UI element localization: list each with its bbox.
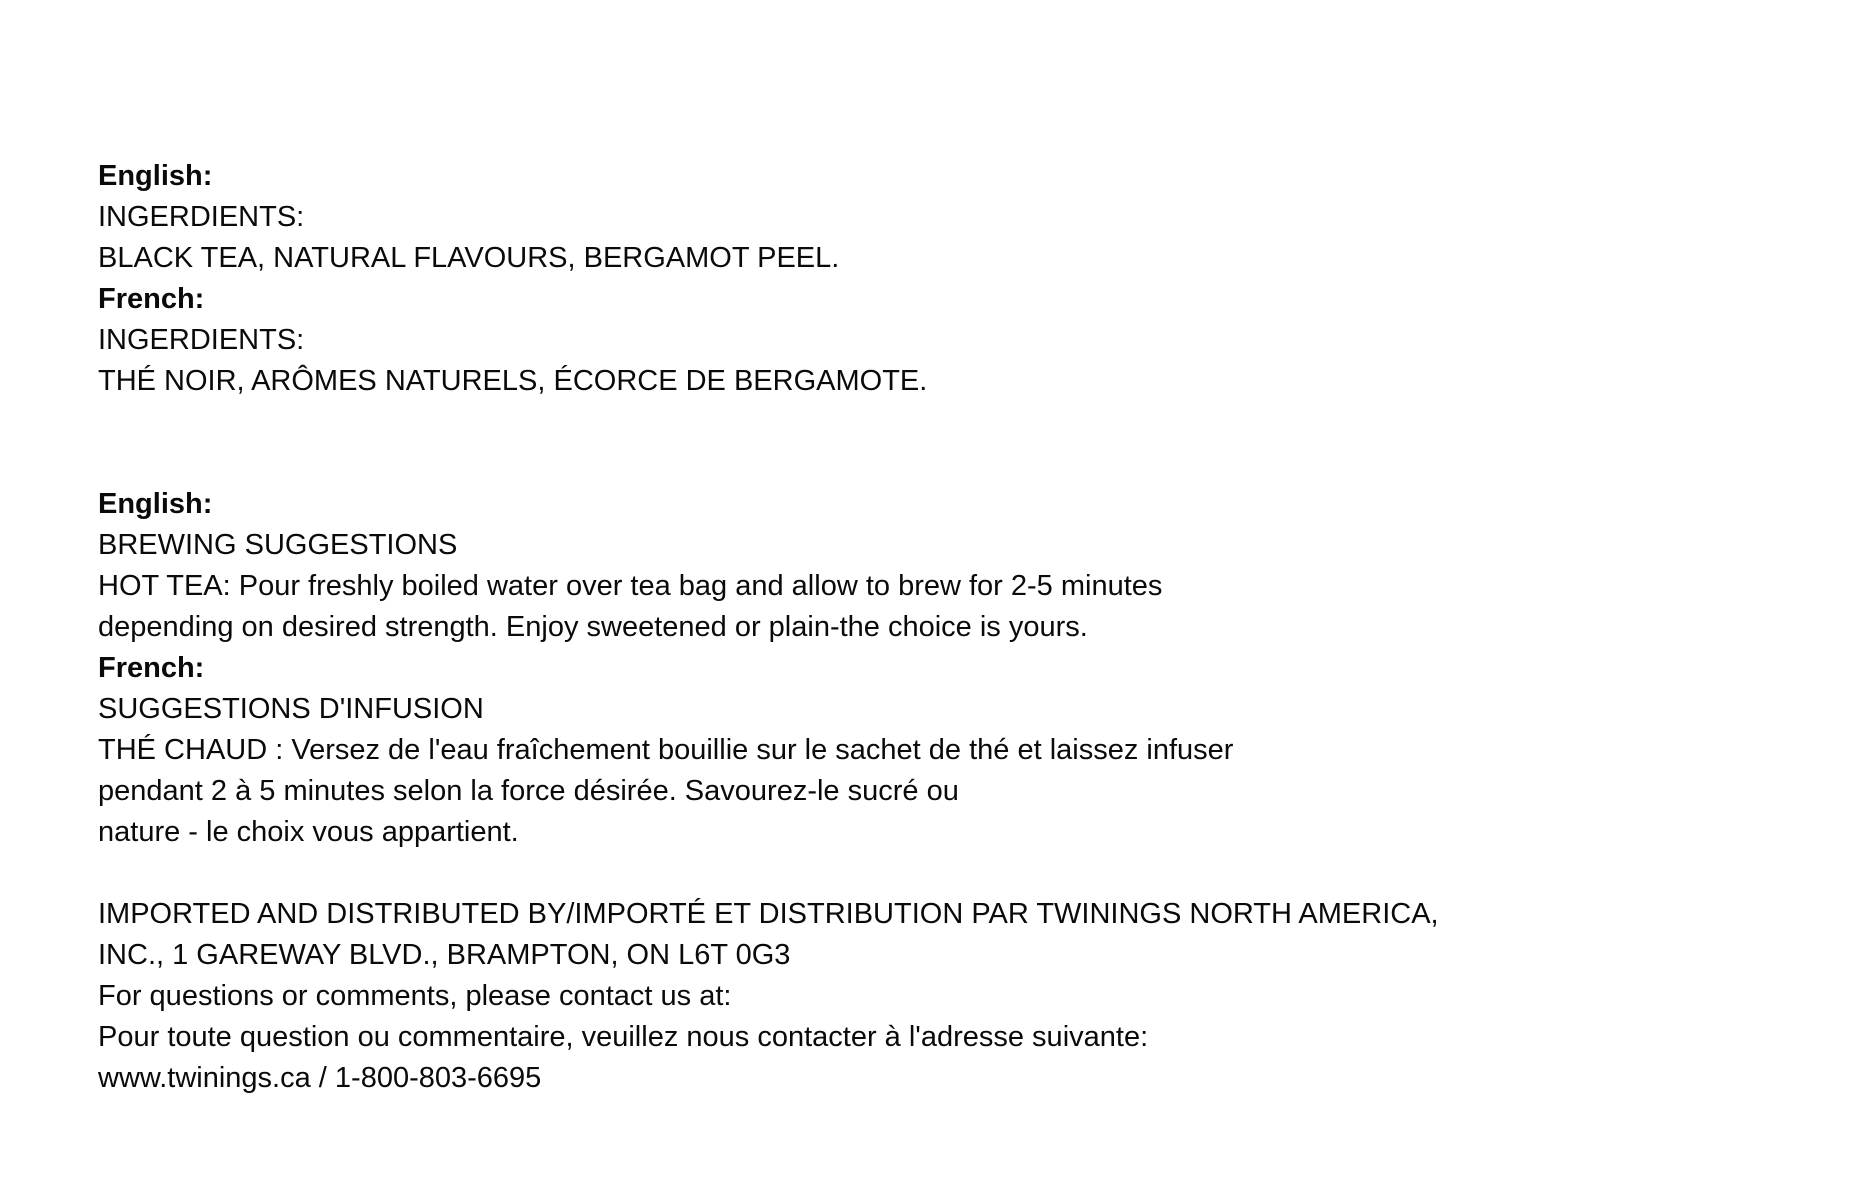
contact-section (98, 894, 1738, 1099)
brewing-english-line-2: depending on desired strength. Enjoy sweetened or plain-the choice is yours. (98, 611, 1088, 643)
ingredients-section (98, 156, 1738, 402)
website-phone: www.twinings.ca / 1-800-803-6695 (98, 1062, 542, 1094)
ingredients-french-heading: INGERDIENTS: (98, 324, 305, 356)
questions-english: For questions or comments, please contact us at: (98, 980, 732, 1012)
ingredients-english-label: English: (98, 160, 213, 192)
brewing-english-label: English: (98, 488, 213, 520)
brewing-english-line-1: HOT TEA: Pour freshly boiled water over tea bag and allow to brew for 2-5 minutes (98, 570, 1163, 602)
brewing-french-line-1: THÉ CHAUD : Versez de l'eau fraîchement bouillie sur le sachet de thé et laissez infuser (98, 734, 1234, 766)
label-document (98, 156, 1738, 1099)
section-spacer (98, 402, 1738, 484)
importer-line-1: IMPORTED AND DISTRIBUTED BY/IMPORTÉ ET DISTRIBUTION PAR TWININGS NORTH AMERICA, (98, 898, 1439, 930)
questions-french: Pour toute question ou commentaire, veuillez nous contacter à l'adresse suivante: (98, 1021, 1149, 1053)
brewing-english-heading: BREWING SUGGESTIONS (98, 529, 458, 561)
importer-line-2: INC., 1 GAREWAY BLVD., BRAMPTON, ON L6T 0G3 (98, 939, 791, 971)
brewing-french-label: French: (98, 652, 205, 684)
ingredients-english-heading: INGERDIENTS: (98, 201, 305, 233)
brewing-french-heading: SUGGESTIONS D'INFUSION (98, 693, 484, 725)
brewing-french-line-2: pendant 2 à 5 minutes selon la force désirée. Savourez-le sucré ou (98, 775, 959, 807)
ingredients-french-text: THÉ NOIR, ARÔMES NATURELS, ÉCORCE DE BERGAMOTE. (98, 365, 928, 397)
ingredients-english-text: BLACK TEA, NATURAL FLAVOURS, BERGAMOT PEEL. (98, 242, 840, 274)
brewing-section (98, 484, 1738, 853)
brewing-french-line-3: nature - le choix vous appartient. (98, 816, 519, 848)
ingredients-french-label: French: (98, 283, 205, 315)
section-spacer (98, 853, 1738, 894)
